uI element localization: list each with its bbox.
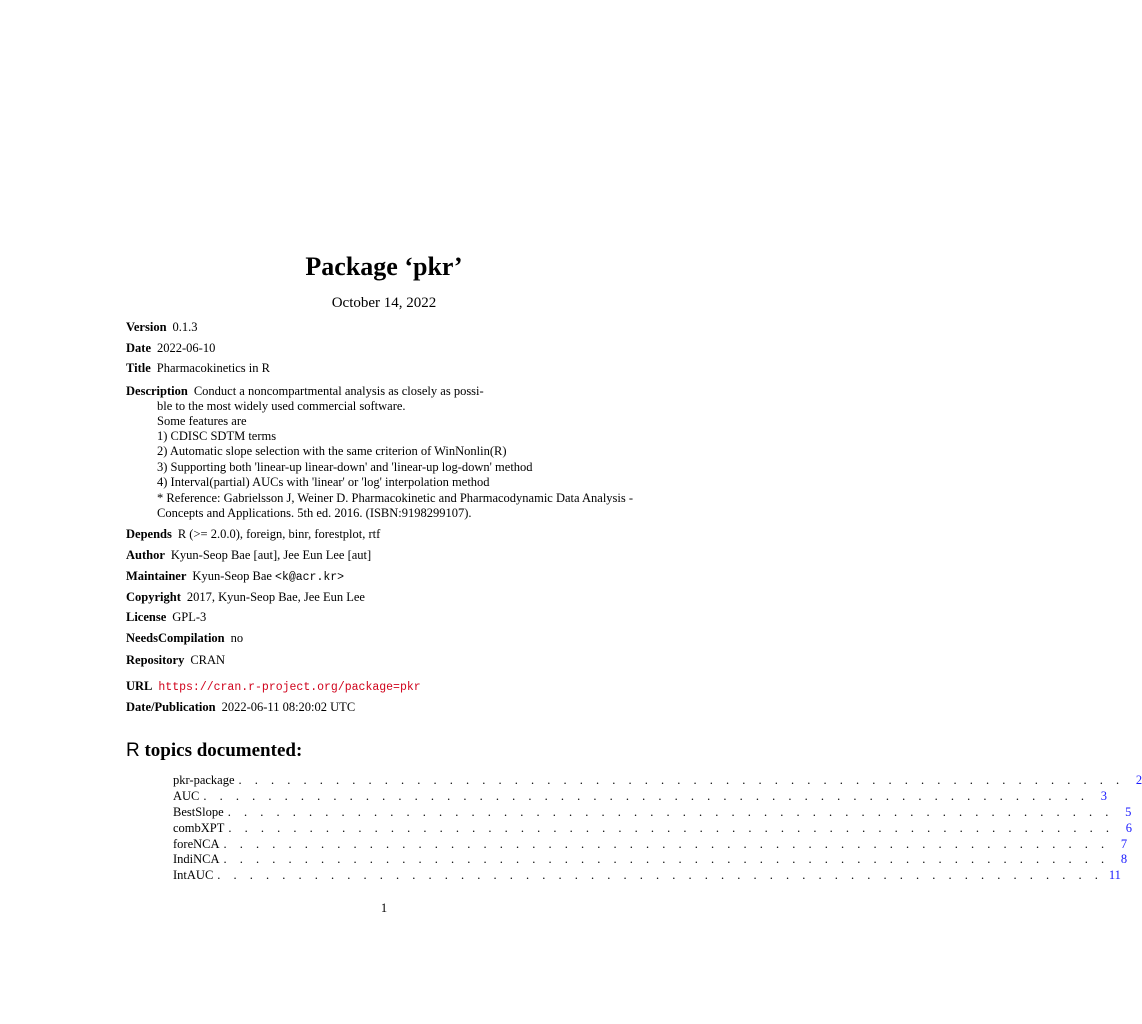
field-maintainer (126, 569, 344, 585)
field-label: License (126, 610, 167, 624)
description-line: Some features are (157, 414, 247, 428)
toc-leader-dots: . . . . . . . . . . . . . . . . . . . . . . . . . . . . . . . . . . . . . . . . . . . . . . . . . . . . . . . (228, 821, 1115, 835)
field-label: Version (126, 320, 167, 334)
field-repository (126, 653, 225, 668)
package-title: Package ‘pkr’ (305, 252, 463, 281)
field-label: Title (126, 361, 151, 375)
toc-leader-dots: . . . . . . . . . . . . . . . . . . . . . . . . . . . . . . . . . . . . . . . . . . . . . . . . . . . . . . . (217, 868, 1103, 882)
toc-entry-name: IndiNCA (173, 852, 220, 866)
field-label: Date (126, 341, 151, 355)
field-label: Author (126, 548, 165, 562)
description-line: 2) Automatic slope selection with the same criterion of WinNonlin(R) (157, 444, 507, 458)
field-value: no (230, 631, 244, 645)
toc-entry-forenca[interactable] (173, 837, 1128, 852)
description-line: ble to the most widely used commercial software. (157, 399, 406, 413)
toc-entry-combxpt[interactable] (173, 821, 1133, 836)
field-label: Repository (126, 653, 185, 667)
toc-entry-intauc[interactable] (173, 868, 1121, 883)
toc-leader-dots: . . . . . . . . . . . . . . . . . . . . . . . . . . . . . . . . . . . . . . . . . . . . . . . . . . . . . . . (203, 789, 1090, 803)
field-title (126, 361, 270, 376)
field-label: Depends (126, 527, 172, 541)
field-value: Pharmacokinetics in R (156, 361, 270, 375)
field-label: Copyright (126, 590, 181, 604)
field-date (126, 341, 215, 356)
field-url (126, 679, 421, 695)
field-value: CRAN (190, 653, 226, 667)
toc-leader-dots: . . . . . . . . . . . . . . . . . . . . . . . . . . . . . . . . . . . . . . . . . . . . . . . . . . . . . . . (238, 773, 1125, 787)
toc-entry-name: BestSlope (173, 805, 224, 819)
field-label: Maintainer (126, 569, 187, 583)
field-copyright (126, 590, 365, 605)
toc-page-link[interactable]: 5 (1125, 805, 1132, 819)
toc-page-link[interactable]: 11 (1108, 868, 1121, 882)
toc-page-link[interactable]: 8 (1120, 852, 1128, 866)
toc-page-link[interactable]: 7 (1120, 837, 1128, 851)
field-author (126, 548, 371, 563)
field-label: Date/Publication (126, 700, 216, 714)
field-date-publication (126, 700, 355, 715)
field-version (126, 320, 198, 335)
field-value: Kyun-Seop Bae [aut], Jee Eun Lee [aut] (170, 548, 372, 562)
description-line: 1) CDISC SDTM terms (157, 429, 277, 443)
field-value: 2022-06-11 08:20:02 UTC (221, 700, 356, 714)
toc-entry-auc[interactable] (173, 789, 1108, 804)
toc-entry-pkr-package[interactable] (173, 773, 1142, 788)
field-depends (126, 527, 380, 542)
field-license (126, 610, 206, 625)
field-value: 2022-06-10 (157, 341, 216, 355)
toc-entry-name: AUC (173, 789, 200, 803)
description-line: 3) Supporting both 'linear-up linear-down' and 'linear-up log-down' method (157, 460, 533, 474)
toc-page-link[interactable]: 3 (1100, 789, 1108, 803)
toc-entry-name: foreNCA (173, 837, 220, 851)
toc-entry-name: combXPT (173, 821, 225, 835)
toc-leader-dots: . . . . . . . . . . . . . . . . . . . . . . . . . . . . . . . . . . . . . . . . . . . . . . . . . . . . . . . (223, 837, 1110, 851)
field-description (126, 384, 484, 399)
field-label: Description (126, 384, 188, 398)
toc-page-link[interactable]: 2 (1135, 773, 1142, 787)
package-date: October 14, 2022 (331, 295, 437, 311)
field-value: GPL-3 (172, 610, 207, 624)
description-line: Concepts and Applications. 5th ed. 2016. (ISBN:9198299107). (157, 506, 472, 520)
toc-leader-dots: . . . . . . . . . . . . . . . . . . . . . . . . . . . . . . . . . . . . . . . . . . . . . . . . . . . . . . . (223, 852, 1110, 866)
toc-leader-dots: . . . . . . . . . . . . . . . . . . . . . . . . . . . . . . . . . . . . . . . . . . . . . . . . . . . . . . . (227, 805, 1114, 819)
maintainer-email: <k@acr.kr> (275, 571, 345, 584)
field-value: Kyun-Seop Bae (192, 569, 272, 583)
toc-entry-name: pkr-package (173, 773, 235, 787)
page-number: 1 (380, 901, 388, 915)
field-label: URL (126, 679, 153, 693)
field-value: R (>= 2.0.0), foreign, binr, forestplot, rtf (177, 527, 381, 541)
r-logo-text: R (126, 740, 140, 761)
toc-entry-name: IntAUC (173, 868, 214, 882)
field-value: Conduct a noncompartmental analysis as closely as possi- (193, 384, 484, 398)
field-label: NeedsCompilation (126, 631, 225, 645)
field-value: 0.1.3 (172, 320, 198, 334)
field-value: 2017, Kyun-Seop Bae, Jee Eun Lee (186, 590, 365, 604)
toc-entry-bestslope[interactable] (173, 805, 1132, 820)
description-line: * Reference: Gabrielsson J, Weiner D. Pharmacokinetic and Pharmacodynamic Data Analysis - (157, 491, 634, 505)
field-needs-compilation (126, 631, 243, 646)
toc-heading (126, 740, 302, 762)
package-url-link[interactable]: https://cran.r-project.org/package=pkr (158, 681, 421, 694)
description-line: 4) Interval(partial) AUCs with 'linear' or 'log' interpolation method (157, 475, 490, 489)
toc-heading-text: topics documented: (144, 740, 303, 761)
toc-page-link[interactable]: 6 (1125, 821, 1133, 835)
toc-entry-indinca[interactable] (173, 852, 1128, 867)
